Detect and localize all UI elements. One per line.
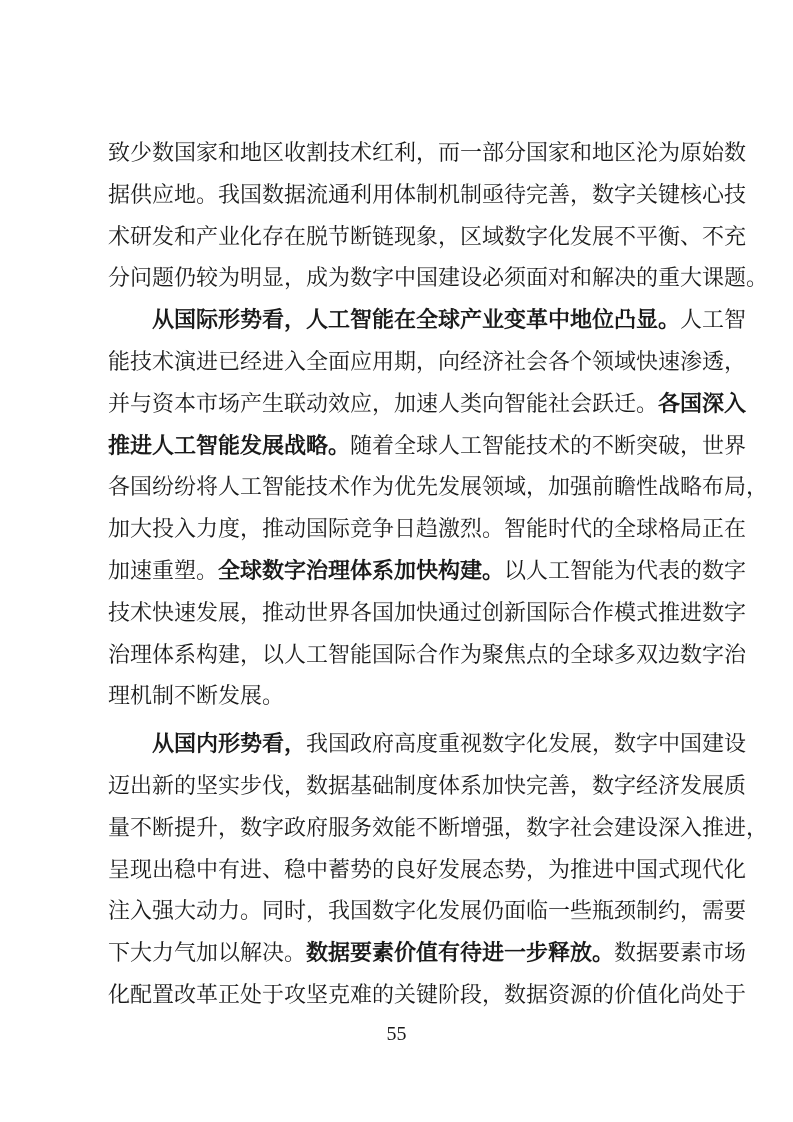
text-line (108, 509, 747, 551)
text-line (108, 258, 769, 300)
text-run: 我国政府高度重视数字化发展，数字中国建设 (306, 732, 747, 758)
text-run: 注入强大动力。同时，我国数字化发展仍面临一些瓶颈制约，需要 (108, 899, 747, 925)
text-line (108, 724, 747, 766)
text-line (108, 676, 688, 718)
text-line (108, 342, 747, 384)
text-line (108, 426, 747, 468)
text-line (108, 635, 747, 677)
page-number: 55 (386, 1023, 407, 1045)
bold-heading-run: 数据要素价值有待进一步释放。 (306, 940, 615, 967)
text-line (108, 766, 747, 808)
text-run: 呈现出稳中有进、稳中蓄势的良好发展态势，为推进中国式现代化 (108, 857, 747, 883)
text-line (108, 175, 747, 217)
text-run: 数据要素市场 (614, 941, 747, 967)
text-run: 加速重塑。 (108, 558, 219, 584)
text-run: 人工智 (680, 308, 747, 334)
bold-heading-run: 各国深入 (658, 390, 747, 417)
text-line (108, 808, 769, 850)
text-run: 随着全球人工智能技术的不断突破，世界 (350, 433, 747, 459)
text-line (108, 933, 747, 975)
text-run: 各国纷纷将人工智能技术作为优先发展领域，加强前瞻性战略布局， (108, 475, 769, 501)
text-line (108, 133, 747, 175)
text-line (108, 467, 769, 509)
text-run: 治理体系构建，以人工智能国际合作为聚焦点的全球多双边数字治 (108, 642, 747, 668)
text-run: 据供应地。我国数据流通利用体制机制亟待完善，数字关键核心技 (108, 182, 747, 208)
text-line (108, 217, 747, 259)
text-run: 加大投入力度，推动国际竞争日趋激烈。智能时代的全球格局正在 (108, 517, 747, 543)
bold-heading-run: 全球数字治理体系加快构建。 (218, 557, 505, 584)
bold-heading-run: 从国内形势看， (152, 731, 307, 758)
text-line (108, 975, 747, 1017)
text-run: 能技术演进已经进入全面应用期，向经济社会各个领域快速渗透， (108, 349, 747, 375)
text-run: 术研发和产业化存在脱节断链现象，区域数字化发展不平衡、不充 (108, 224, 747, 250)
bold-heading-run: 推进人工智能发展战略。 (108, 432, 351, 459)
text-line (108, 891, 747, 933)
text-run: 下大力气加以解决。 (108, 941, 307, 967)
text-run: 致少数国家和地区收割技术红利，而一部分国家和地区沦为原始数 (108, 141, 747, 166)
bold-heading-run: 从国际形势看，人工智能在全球产业变革中地位凸显。 (152, 307, 681, 334)
text-line (108, 300, 747, 342)
body-text (108, 133, 769, 1017)
text-run: 分问题仍较为明显，成为数字中国建设必须面对和解决的重大课题。 (108, 266, 769, 292)
text-run: 理机制不断发展。 (108, 684, 285, 710)
text-line (108, 850, 747, 892)
text-run: 并与资本市场产生联动效应，加速人类向智能社会跃迁。 (108, 391, 659, 417)
text-line (108, 593, 747, 635)
text-run: 技术快速发展，推动世界各国加快通过创新国际合作模式推进数字 (108, 600, 747, 626)
text-run: 化配置改革正处于攻坚克难的关键阶段，数据资源的价值化尚处于 (108, 982, 747, 1008)
text-run: 以人工智能为代表的数字 (504, 558, 747, 584)
text-line (108, 384, 747, 426)
text-line (108, 551, 747, 593)
text-run: 量不断提升，数字政府服务效能不断增强，数字社会建设深入推进， (108, 815, 769, 841)
text-run: 迈出新的坚实步伐，数据基础制度体系加快完善，数字经济发展质 (108, 773, 747, 799)
